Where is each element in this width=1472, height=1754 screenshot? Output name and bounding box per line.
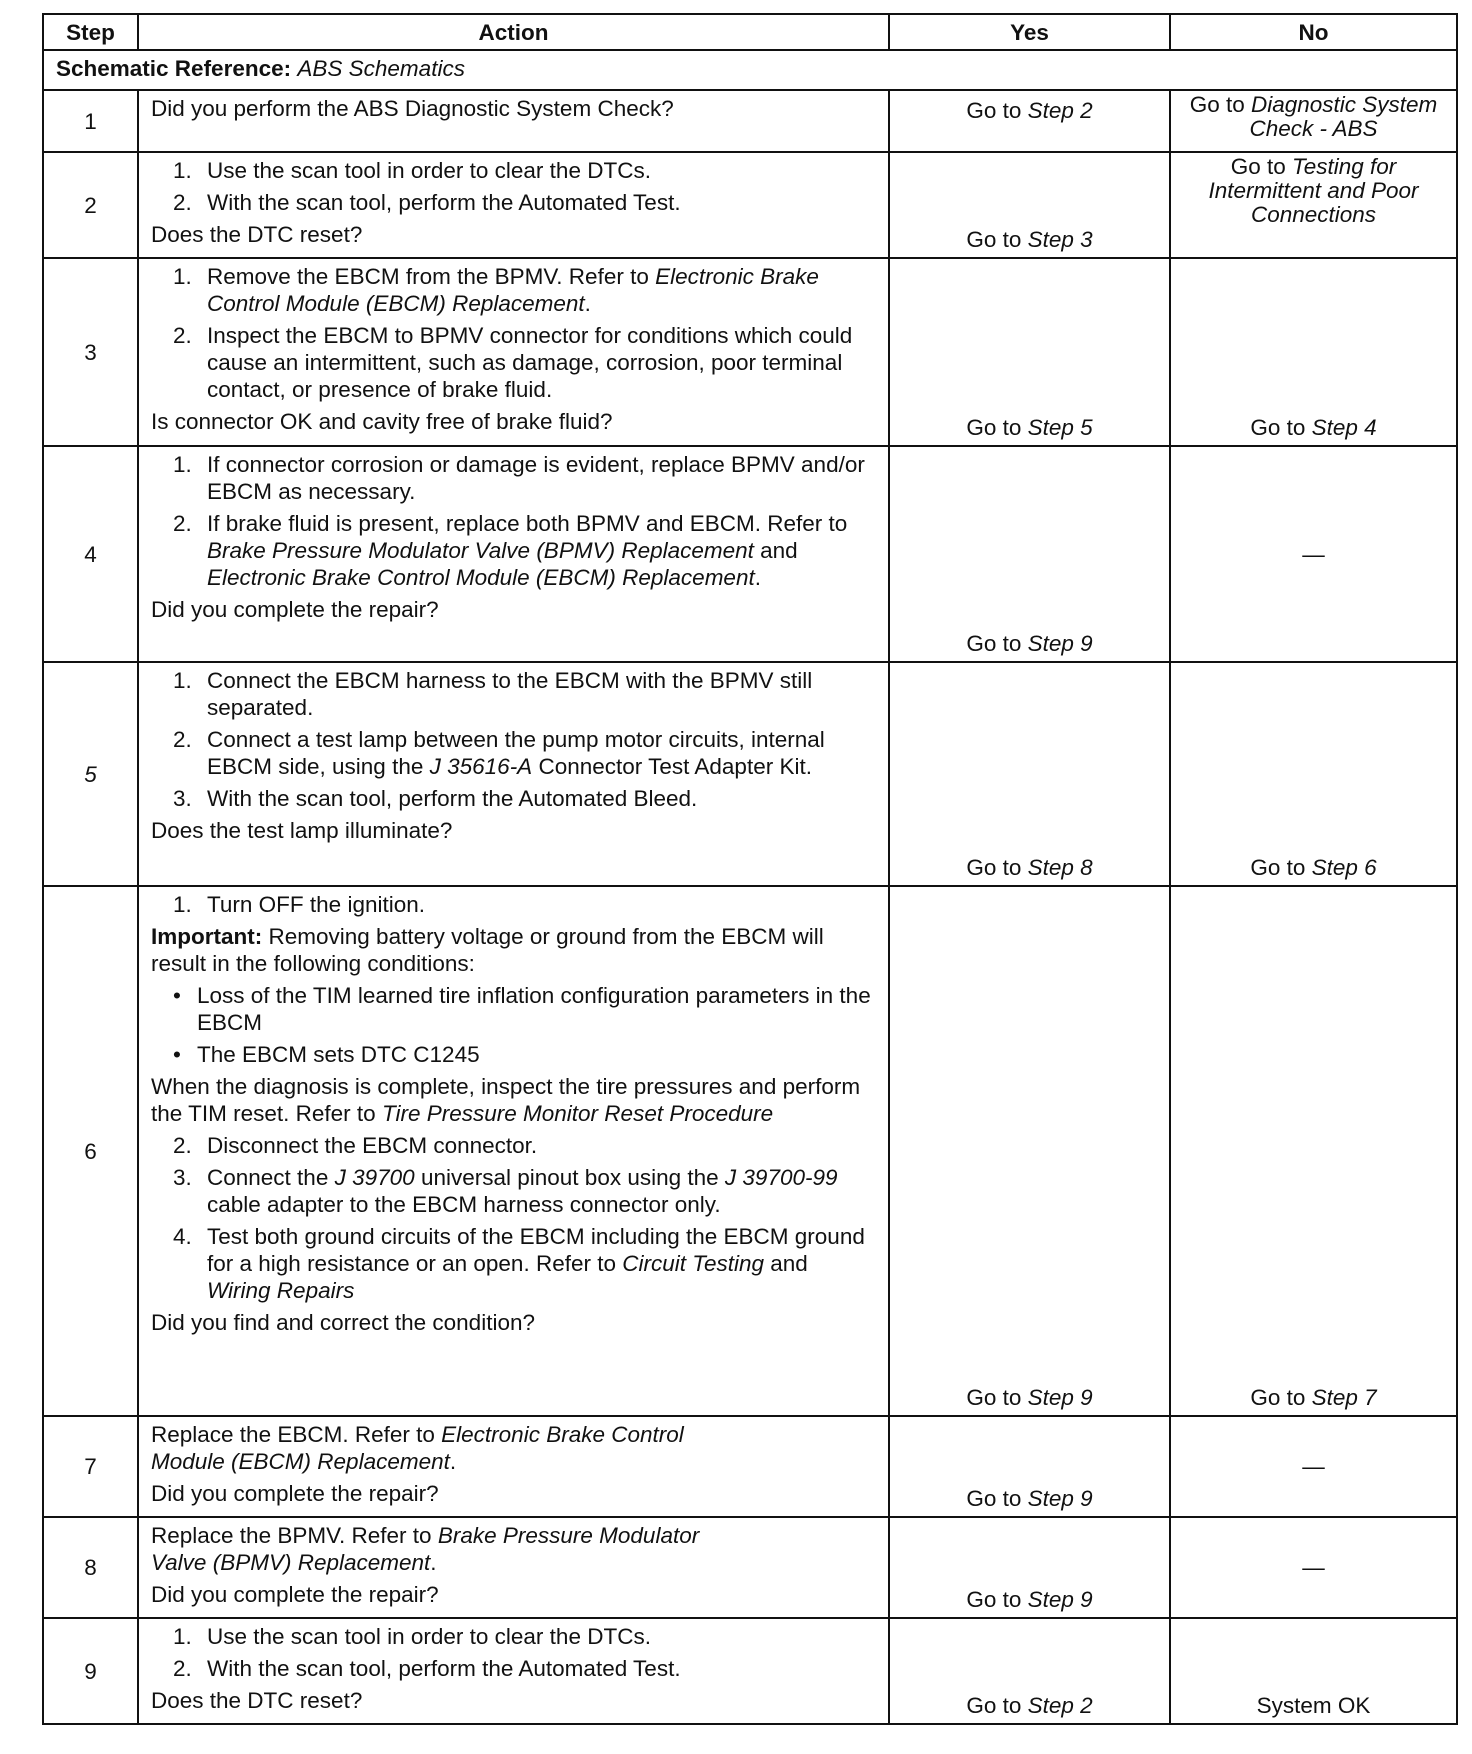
no-link[interactable]: Step 6 — [1311, 855, 1377, 880]
list-item: 1. Use the scan tool in order to clear the DTCs. — [173, 158, 651, 183]
no-link[interactable]: Step 4 — [1311, 415, 1377, 440]
list-item: 2. Inspect the EBCM to BPMV connector for conditions which could cause an intermittent, such as damage, corrosion, poor terminal contact, or presence of brake fluid. — [173, 323, 853, 402]
step-row-4 — [43, 446, 1457, 662]
reference-link[interactable]: Circuit Testing — [622, 1251, 764, 1276]
system-ok: System OK — [1256, 1693, 1371, 1718]
reference-link[interactable]: Electronic Brake Control Module (EBCM) Replacement — [207, 565, 755, 590]
list-item: 3. With the scan tool, perform the Automated Bleed. — [173, 786, 698, 811]
step-action — [138, 1618, 889, 1724]
reference-link[interactable]: Electronic Brake Control Module (EBCM) Replacement — [151, 1422, 684, 1474]
no-link[interactable]: Step 7 — [1311, 1385, 1377, 1410]
reference-link[interactable]: Brake Pressure Modulator Valve (BPMV) Replacement — [151, 1523, 700, 1575]
no-cell: Go to Step 4 — [1170, 258, 1457, 446]
step-action — [138, 152, 889, 258]
step-question: Did you complete the repair? — [151, 1582, 439, 1607]
step-action — [138, 446, 889, 662]
list-item: 1. Remove the EBCM from the BPMV. Refer to Electronic Brake Control Module (EBCM) Replacement. — [173, 264, 819, 316]
step-row-8 — [43, 1517, 1457, 1618]
list-item: 2. Connect a test lamp between the pump motor circuits, internal EBCM side, using the J 35616-A Connector Test Adapter Kit. — [173, 727, 825, 779]
yes-link[interactable]: Step 9 — [1027, 1486, 1093, 1511]
no-cell: Go to Diagnostic System Check - ABS — [1170, 90, 1457, 152]
header-action: Action — [138, 14, 889, 50]
no-dash: — — [1302, 541, 1325, 567]
list-item: 1. If connector corrosion or damage is evident, replace BPMV and/or EBCM as necessary. — [173, 452, 865, 504]
reference-link[interactable]: Tire Pressure Monitor Reset Procedure — [381, 1101, 774, 1126]
yes-cell: Go to Step 8 — [889, 662, 1170, 886]
no-cell: Go to Step 7 — [1170, 886, 1457, 1416]
tool-reference: J 39700 — [334, 1165, 415, 1190]
no-cell — [1170, 1517, 1457, 1618]
step-action — [138, 90, 889, 152]
list-item: 2. Disconnect the EBCM connector. — [173, 1133, 538, 1158]
header-no: No — [1170, 14, 1457, 50]
yes-cell: Go to Step 9 — [889, 886, 1170, 1416]
step-row-1 — [43, 90, 1457, 152]
yes-link[interactable]: Step 9 — [1027, 1385, 1093, 1410]
step-action — [138, 258, 889, 446]
step-number: 3 — [43, 258, 138, 446]
yes-cell: Go to Step 2 — [889, 1618, 1170, 1724]
yes-cell: Go to Step 5 — [889, 258, 1170, 446]
important-note: Important: Removing battery voltage or ground from the EBCM will result in the following conditions: — [151, 924, 824, 976]
step-row-7 — [43, 1416, 1457, 1517]
yes-link[interactable]: Step 2 — [1027, 98, 1093, 123]
no-cell: Go to Testing for Intermittent and Poor Connections — [1170, 152, 1457, 258]
step-question: Did you complete the repair? — [151, 597, 439, 622]
list-item: 2. If brake fluid is present, replace both BPMV and EBCM. Refer to Brake Pressure Modulator Valve (BPMV) Replacement and Electronic Brake Control Module (EBCM) Replacement. — [173, 511, 848, 590]
yes-link[interactable]: Step 3 — [1027, 227, 1093, 252]
step-number: 8 — [43, 1517, 138, 1618]
step-row-6 — [43, 886, 1457, 1416]
reference-link[interactable]: Brake Pressure Modulator Valve (BPMV) Replacement — [207, 538, 754, 563]
bullet-item: • The EBCM sets DTC C1245 — [151, 1041, 876, 1068]
reference-link[interactable]: Wiring Repairs — [207, 1278, 355, 1303]
yes-link[interactable]: Step 5 — [1027, 415, 1093, 440]
step-number: 9 — [43, 1618, 138, 1724]
yes-cell: Go to Step 2 — [889, 90, 1170, 152]
step-number: 5 — [43, 662, 138, 886]
reference-link[interactable]: Electronic Brake Control Module (EBCM) Replacement — [207, 264, 819, 316]
yes-link[interactable]: Step 8 — [1027, 855, 1093, 880]
step-number: 2 — [43, 152, 138, 258]
step-question: Did you perform the ABS Diagnostic System Check? — [151, 96, 674, 121]
list-item: 3. Connect the J 39700 universal pinout box using the J 39700-99 cable adapter to the EBCM harness connector only. — [173, 1165, 838, 1217]
step-row-5 — [43, 662, 1457, 886]
step-row-3 — [43, 258, 1457, 446]
step-action: Replace the BPMV. Refer to Brake Pressure Modulator Valve (BPMV) Replacement. Did you complete the repair? — [138, 1517, 889, 1618]
bullet-item: • Loss of the TIM learned tire inflation configuration parameters in the EBCM — [151, 982, 876, 1036]
no-link[interactable]: Testing for Intermittent and Poor Connections — [1208, 154, 1419, 227]
step-number: 4 — [43, 446, 138, 662]
diagnostic-table-sheet — [42, 13, 1456, 1725]
diagnostic-table — [42, 13, 1458, 1725]
list-item: 2. With the scan tool, perform the Automated Test. — [173, 190, 681, 215]
yes-link[interactable]: Step 9 — [1027, 1587, 1093, 1612]
no-cell: Go to Step 6 — [1170, 662, 1457, 886]
reset-note: When the diagnosis is complete, inspect the tire pressures and perform the TIM reset. Refer to Tire Pressure Monitor Reset Procedure — [151, 1074, 861, 1126]
no-dash: — — [1302, 1454, 1325, 1479]
important-label: Important: — [151, 924, 263, 949]
yes-cell: Go to Step 9 — [889, 446, 1170, 662]
step-number: 7 — [43, 1416, 138, 1517]
schematic-reference-row — [43, 50, 1457, 90]
schematic-label: Schematic Reference: — [56, 56, 292, 81]
step-question: Does the DTC reset? — [151, 1688, 363, 1713]
yes-link[interactable]: Step 9 — [1027, 631, 1093, 656]
step-action — [138, 662, 889, 886]
list-item: 4. Test both ground circuits of the EBCM including the EBCM ground for a high resistance or an open. Refer to Circuit Testing and Wiring Repairs — [173, 1224, 865, 1303]
step-action — [138, 886, 889, 1416]
step-question: Does the DTC reset? — [151, 222, 363, 247]
list-item: 1. Turn OFF the ignition. — [173, 892, 426, 917]
list-item: 1. Connect the EBCM harness to the EBCM with the BPMV still separated. — [173, 668, 813, 720]
no-dash: — — [1302, 1555, 1325, 1580]
header-row — [43, 14, 1457, 50]
step-row-2 — [43, 152, 1457, 258]
no-cell — [1170, 446, 1457, 662]
header-step: Step — [43, 14, 138, 50]
step-row-9 — [43, 1618, 1457, 1724]
yes-cell: Go to Step 9 — [889, 1517, 1170, 1618]
step-question: Did you complete the repair? — [151, 1481, 439, 1506]
step-question: Does the test lamp illuminate? — [151, 818, 453, 843]
yes-cell: Go to Step 9 — [889, 1416, 1170, 1517]
step-action: Replace the EBCM. Refer to Electronic Brake Control Module (EBCM) Replacement. Did you complete the repair? — [138, 1416, 889, 1517]
header-yes: Yes — [889, 14, 1170, 50]
step-question: Did you find and correct the condition? — [151, 1310, 535, 1335]
list-item: 1. Use the scan tool in order to clear the DTCs. — [173, 1624, 651, 1649]
tool-reference: J 39700-99 — [724, 1165, 838, 1190]
tool-reference: J 35616-A — [429, 754, 533, 779]
list-item: 2. With the scan tool, perform the Automated Test. — [173, 1656, 681, 1681]
step-number: 6 — [43, 886, 138, 1416]
no-cell — [1170, 1416, 1457, 1517]
yes-cell: Go to Step 3 — [889, 152, 1170, 258]
step-number: 1 — [43, 90, 138, 152]
no-link[interactable]: Diagnostic System Check - ABS — [1249, 92, 1438, 141]
yes-link[interactable]: Step 2 — [1027, 1693, 1093, 1718]
no-cell — [1170, 1618, 1457, 1724]
step-question: Is connector OK and cavity free of brake fluid? — [151, 409, 613, 434]
schematic-link[interactable]: ABS Schematics — [297, 56, 465, 81]
